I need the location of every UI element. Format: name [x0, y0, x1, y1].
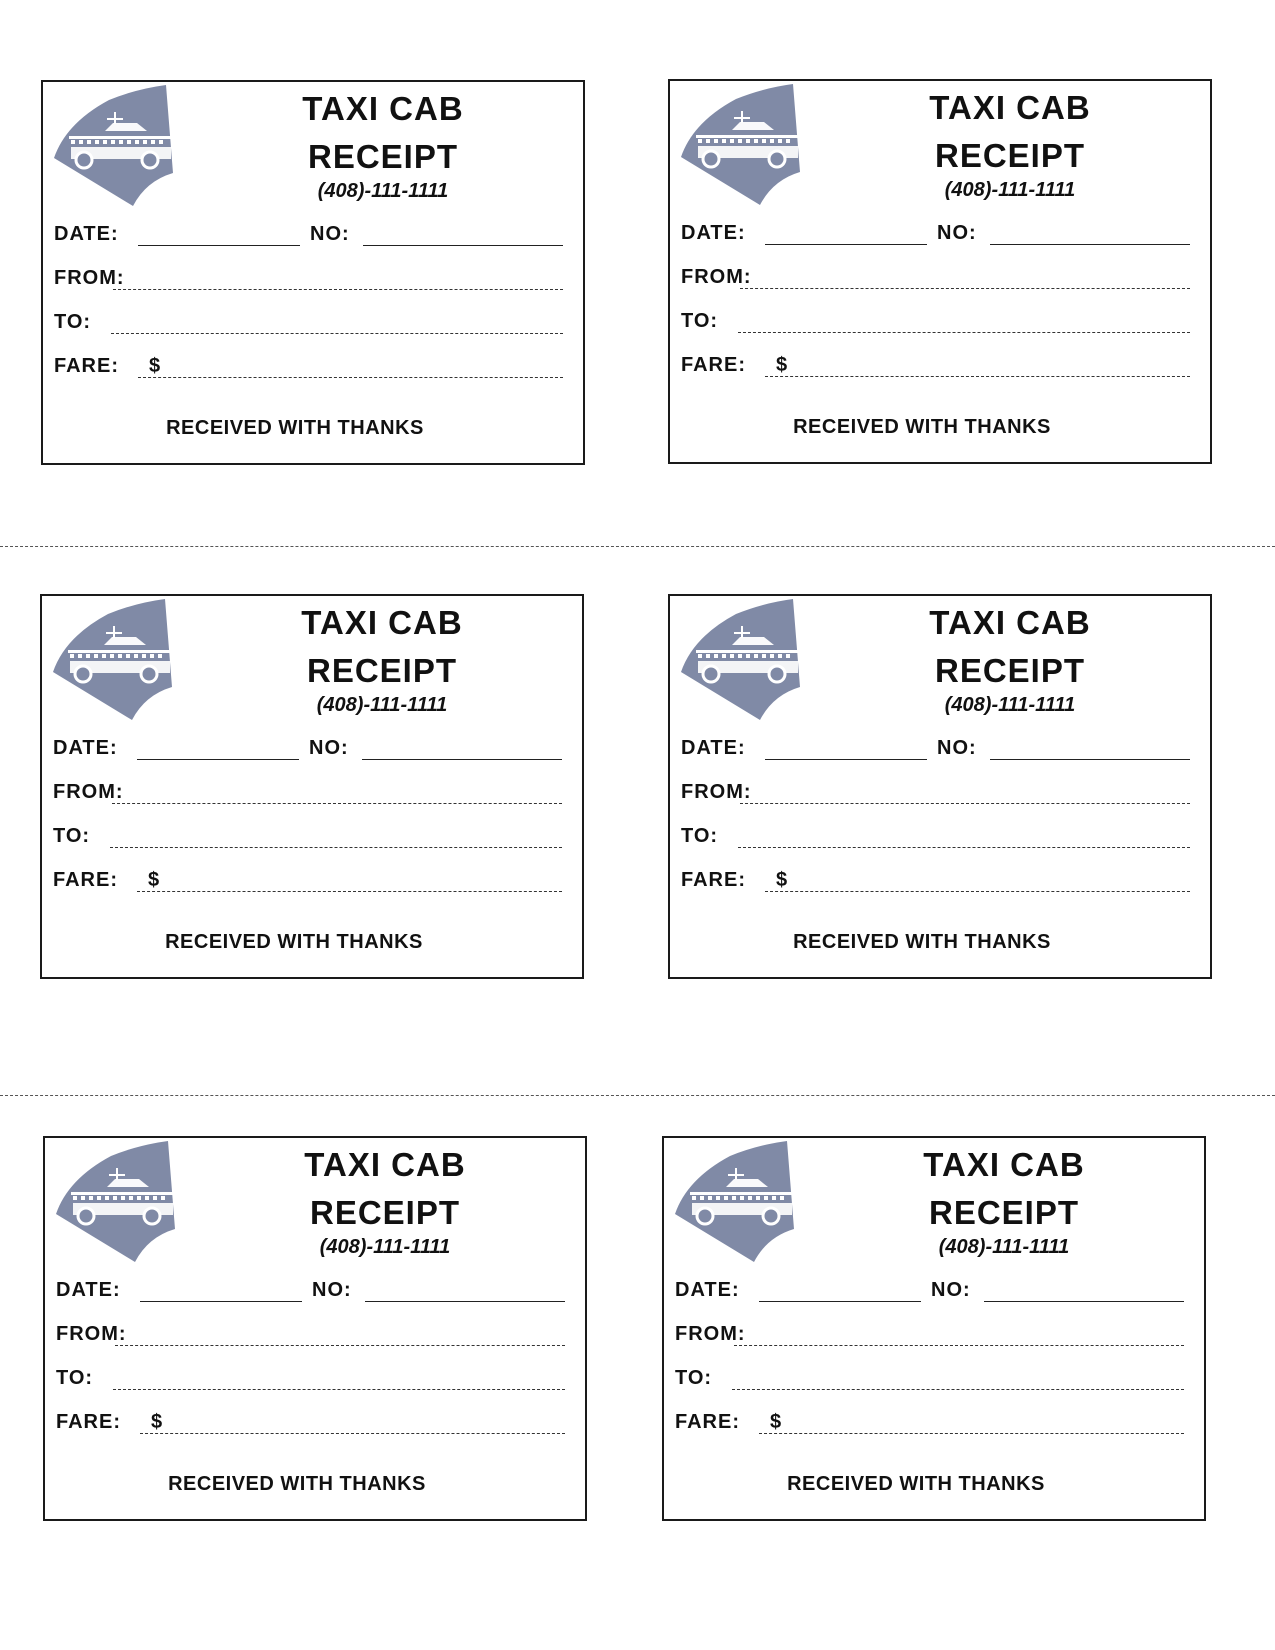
to-field[interactable] — [110, 847, 562, 848]
receipt-title-line1: TAXI CAB — [301, 604, 463, 641]
taxi-cab-icon — [678, 597, 808, 722]
phone-number: (408)-111-1111 — [938, 1236, 1070, 1258]
from-field[interactable] — [734, 1345, 1184, 1346]
date-field[interactable] — [137, 759, 299, 760]
fare-label: FARE: — [675, 1411, 740, 1433]
to-field[interactable] — [738, 332, 1190, 333]
receipt-title-line2: RECEIPT — [307, 138, 459, 175]
date-field[interactable] — [138, 245, 300, 246]
to-field[interactable] — [738, 847, 1190, 848]
receipt-title-line1: TAXI CAB — [923, 1146, 1085, 1183]
date-label: DATE: — [53, 737, 118, 759]
received-with-thanks: RECEIVED WITH THANKS — [166, 417, 424, 439]
fare-label: FARE: — [681, 869, 746, 891]
receipt-title-line2: RECEIPT — [306, 652, 458, 689]
from-field[interactable] — [740, 288, 1190, 289]
receipt-title-line2: RECEIPT — [928, 1194, 1080, 1231]
date-field[interactable] — [765, 759, 927, 760]
no-label: NO: — [937, 737, 977, 759]
no-label: NO: — [931, 1279, 971, 1301]
number-field[interactable] — [990, 244, 1190, 245]
to-field[interactable] — [111, 333, 563, 334]
receipt-card-3 — [40, 594, 584, 979]
receipt-title-line2: RECEIPT — [934, 652, 1086, 689]
number-field[interactable] — [365, 1301, 565, 1302]
received-with-thanks: RECEIVED WITH THANKS — [793, 931, 1051, 953]
from-field[interactable] — [115, 1345, 565, 1346]
number-field[interactable] — [990, 759, 1190, 760]
date-field[interactable] — [759, 1301, 921, 1302]
receipt-title-line1: TAXI CAB — [929, 89, 1091, 126]
from-field[interactable] — [112, 803, 562, 804]
taxi-cab-icon — [678, 82, 808, 207]
fare-label: FARE: — [681, 354, 746, 376]
fare-label: FARE: — [56, 1411, 121, 1433]
fare-field[interactable] — [765, 376, 1190, 377]
received-with-thanks: RECEIVED WITH THANKS — [165, 931, 423, 953]
from-field[interactable] — [113, 289, 563, 290]
number-field[interactable] — [363, 245, 563, 246]
date-field[interactable] — [765, 244, 927, 245]
receipt-card-5 — [43, 1136, 587, 1521]
phone-number: (408)-111-1111 — [316, 694, 448, 716]
taxi-cab-icon — [50, 597, 180, 722]
taxi-cab-icon — [672, 1139, 802, 1264]
phone-number: (408)-111-1111 — [319, 1236, 451, 1258]
received-with-thanks: RECEIVED WITH THANKS — [787, 1473, 1045, 1495]
receipt-title-line1: TAXI CAB — [304, 1146, 466, 1183]
no-label: NO: — [937, 222, 977, 244]
received-with-thanks: RECEIVED WITH THANKS — [793, 416, 1051, 438]
receipt-card-2 — [668, 79, 1212, 464]
from-label: FROM: — [56, 1323, 127, 1345]
received-with-thanks: RECEIVED WITH THANKS — [168, 1473, 426, 1495]
phone-number: (408)-111-1111 — [944, 179, 1076, 201]
from-label: FROM: — [681, 781, 752, 803]
date-label: DATE: — [675, 1279, 740, 1301]
currency-symbol: $ — [776, 354, 788, 376]
fare-field[interactable] — [137, 891, 562, 892]
from-label: FROM: — [681, 266, 752, 288]
cut-line-1 — [0, 546, 1275, 547]
to-label: TO: — [675, 1367, 713, 1389]
from-label: FROM: — [53, 781, 124, 803]
date-label: DATE: — [681, 222, 746, 244]
phone-number: (408)-111-1111 — [944, 694, 1076, 716]
fare-label: FARE: — [54, 355, 119, 377]
receipt-title-line1: TAXI CAB — [929, 604, 1091, 641]
receipt-title-line1: TAXI CAB — [302, 90, 464, 127]
from-field[interactable] — [740, 803, 1190, 804]
fare-label: FARE: — [53, 869, 118, 891]
taxi-cab-icon — [53, 1139, 183, 1264]
cut-line-2 — [0, 1095, 1275, 1096]
currency-symbol: $ — [151, 1411, 163, 1433]
receipt-card-4 — [668, 594, 1212, 979]
fare-field[interactable] — [138, 377, 563, 378]
phone-number: (408)-111-1111 — [317, 180, 449, 202]
fare-field[interactable] — [759, 1433, 1184, 1434]
from-label: FROM: — [675, 1323, 746, 1345]
from-label: FROM: — [54, 267, 125, 289]
to-label: TO: — [56, 1367, 94, 1389]
no-label: NO: — [309, 737, 349, 759]
fare-field[interactable] — [765, 891, 1190, 892]
to-label: TO: — [681, 310, 719, 332]
to-field[interactable] — [113, 1389, 565, 1390]
no-label: NO: — [310, 223, 350, 245]
fare-field[interactable] — [140, 1433, 565, 1434]
to-label: TO: — [53, 825, 91, 847]
no-label: NO: — [312, 1279, 352, 1301]
date-label: DATE: — [681, 737, 746, 759]
to-label: TO: — [681, 825, 719, 847]
receipt-title-line2: RECEIPT — [309, 1194, 461, 1231]
date-field[interactable] — [140, 1301, 302, 1302]
receipt-card-1 — [41, 80, 585, 465]
date-label: DATE: — [56, 1279, 121, 1301]
to-field[interactable] — [732, 1389, 1184, 1390]
to-label: TO: — [54, 311, 92, 333]
number-field[interactable] — [362, 759, 562, 760]
currency-symbol: $ — [149, 355, 161, 377]
currency-symbol: $ — [148, 869, 160, 891]
currency-symbol: $ — [770, 1411, 782, 1433]
taxi-cab-icon — [51, 83, 181, 208]
receipt-card-6 — [662, 1136, 1206, 1521]
currency-symbol: $ — [776, 869, 788, 891]
date-label: DATE: — [54, 223, 119, 245]
receipt-title-line2: RECEIPT — [934, 137, 1086, 174]
number-field[interactable] — [984, 1301, 1184, 1302]
